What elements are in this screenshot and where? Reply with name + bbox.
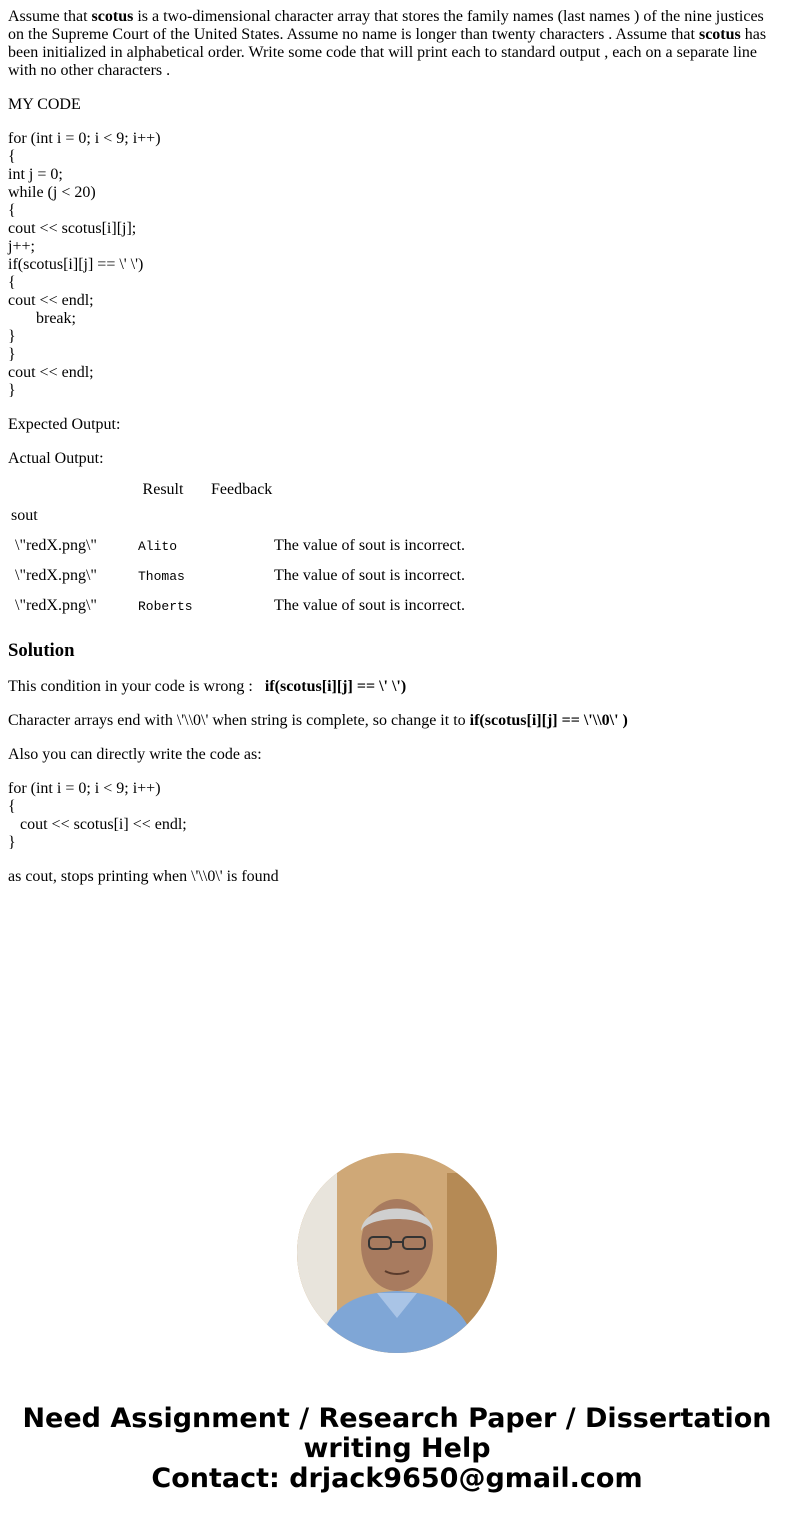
- actual-output-label: Actual Output:: [8, 450, 104, 467]
- header-feedback: Feedback: [211, 481, 273, 498]
- result-value: Alito: [138, 538, 178, 554]
- code-line: }: [8, 346, 16, 363]
- code-line: }: [8, 382, 16, 399]
- code-line: for (int i = 0; i < 9; i++): [8, 130, 161, 147]
- question-text-a: Assume that: [8, 8, 92, 25]
- header-result: Result: [142, 481, 184, 498]
- code-line: cout << endl;: [8, 364, 94, 381]
- code-line: cout << scotus[i][j];: [8, 220, 137, 237]
- code-line: for (int i = 0; i < 9; i++): [8, 780, 161, 797]
- code-line: {: [8, 798, 16, 815]
- author-photo: [297, 1153, 497, 1353]
- question-bold-scotus-2: scotus: [698, 26, 741, 43]
- code-line: {: [8, 202, 16, 219]
- solution-text: This condition in your code is wrong :: [8, 678, 265, 695]
- result-value: Roberts: [138, 598, 193, 614]
- results-header-row: [10, 480, 466, 500]
- code-line: break;: [8, 310, 76, 327]
- question-text-c: has been initialized in alphabetical order. Write some code that will print each to standard output , each on a separate line with no other characters .: [8, 26, 767, 79]
- results-label-row: [10, 502, 466, 530]
- red-x-icon: \"redX.png\": [15, 597, 97, 614]
- table-row: [10, 532, 466, 560]
- code-line: cout << endl;: [8, 292, 94, 309]
- table-row: [10, 562, 466, 590]
- ad-line-2: writing Help: [303, 1433, 491, 1464]
- results-table: [8, 478, 468, 622]
- question-paragraph: [8, 8, 778, 80]
- question-text-b: is a two-dimensional character array that stores the family names (last names ) of the nine justices on the Supreme Court of the United States. Assume no name is longer than twenty characters . Assume that: [8, 8, 764, 43]
- red-x-icon: \"redX.png\": [15, 567, 97, 584]
- ad-line-1: Need Assignment / Research Paper / Dissertation: [22, 1403, 772, 1434]
- code-line: if(scotus[i][j] == \' \'): [8, 256, 144, 273]
- code-line: int j = 0;: [8, 166, 63, 183]
- solution-heading: Solution: [8, 640, 75, 661]
- code-line: }: [8, 834, 16, 851]
- document-body: [8, 8, 778, 902]
- solution-line-4: as cout, stops printing when \'\\0\' is found: [8, 868, 279, 885]
- table-row: [10, 592, 466, 620]
- code-line: j++;: [8, 238, 35, 255]
- solution-line-1: [8, 678, 778, 696]
- expected-output-label: Expected Output:: [8, 416, 121, 433]
- feedback-text: The value of sout is incorrect.: [274, 597, 466, 614]
- solution-line-2: [8, 712, 778, 730]
- solution-text: Character arrays end with \'\\0\' when string is complete, so change it to: [8, 712, 470, 729]
- feedback-text: The value of sout is incorrect.: [274, 537, 466, 554]
- ad-banner: [0, 1404, 794, 1494]
- person-photo-icon: [297, 1153, 497, 1353]
- code-line: {: [8, 274, 16, 291]
- code-line: }: [8, 328, 16, 345]
- result-value: Thomas: [138, 568, 185, 584]
- solution-wrong-condition: if(scotus[i][j] == \' \'): [264, 678, 407, 695]
- my-code-label: MY CODE: [8, 96, 81, 113]
- feedback-text: The value of sout is incorrect.: [274, 567, 466, 584]
- question-bold-scotus-1: scotus: [91, 8, 134, 25]
- my-code-block: [8, 130, 778, 400]
- solution-code-block: [8, 780, 778, 852]
- row-label-sout: sout: [11, 507, 38, 524]
- code-line: while (j < 20): [8, 184, 96, 201]
- code-line: cout << scotus[i] << endl;: [8, 816, 187, 833]
- code-line: {: [8, 148, 16, 165]
- solution-fixed-condition: if(scotus[i][j] == \'\\0\' ): [469, 712, 628, 729]
- red-x-icon: \"redX.png\": [15, 537, 97, 554]
- ad-contact-line: Contact: drjack9650@gmail.com: [151, 1463, 643, 1494]
- solution-line-3: Also you can directly write the code as:: [8, 746, 262, 763]
